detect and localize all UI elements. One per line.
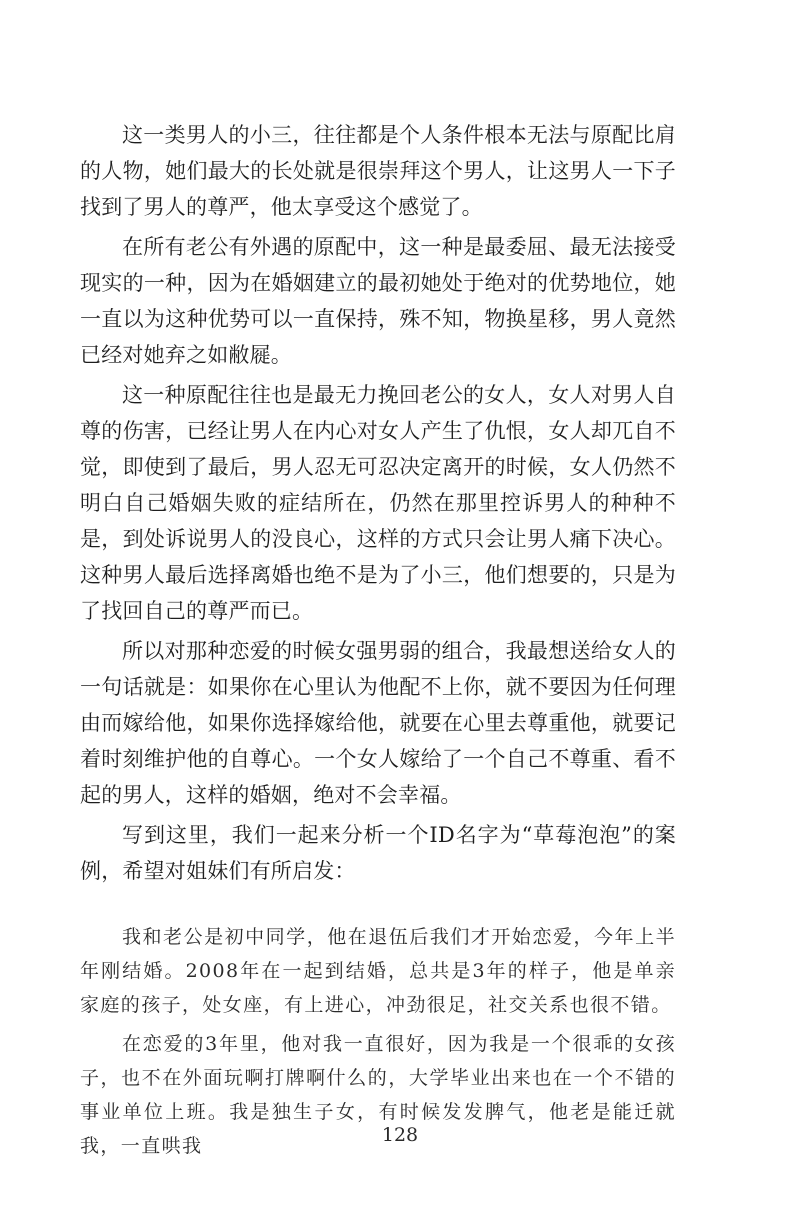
main-text (80, 117, 676, 889)
paragraph: 这一种原配往往也是最无力挽回老公的女人，女人对男人自尊的伤害，已经让男人在内心对女人产生了仇恨，女人却兀自不觉，即使到了最后，男人忍无可忍决定离开的时候，女人仍然不明白自己婚姻失败的症结所在，仍然在那里控诉男人的种种不是，到处诉说男人的没良心，这样的方式只会让男人痛下决心。这种男人最后选择离婚也绝不是为了小三，他们想要的，只是为了找回自己的尊严而已。 (80, 383, 676, 623)
paragraph: 这一类男人的小三，往往都是个人条件根本无法与原配比肩的人物，她们最大的长处就是很崇拜这个男人，让这男人一下子找到了男人的尊严，他太享受这个感觉了。 (80, 123, 676, 219)
body-text (80, 117, 676, 1168)
page-number: 128 (381, 1124, 419, 1146)
paragraph: 写到这里，我们一起来分析一个ID名字为“草莓泡泡”的案例，希望对姐妹们有所启发： (80, 823, 676, 883)
case-paragraph: 在恋爱的3年里，他对我一直很好，因为我是一个很乖的女孩子，也不在外面玩啊打牌啊什么的，大学毕业出来也在一个不错的事业单位上班。我是独生子女，有时候发发脾气，他老是能迁就我，一直哄我 (80, 1033, 676, 1157)
paragraph: 在所有老公有外遇的原配中，这一种是最委屈、最无法接受现实的一种，因为在婚姻建立的最初她处于绝对的优势地位，她一直以为这种优势可以一直保持，殊不知，物换星移，男人竟然已经对她弃之如敝屣。 (80, 235, 676, 367)
case-paragraph: 我和老公是初中同学，他在退伍后我们才开始恋爱，今年上半年刚结婚。2008年在一起到结婚，总共是3年的样子，他是单亲家庭的孩子，处女座，有上进心，冲劲很足，社交关系也很不错。 (80, 926, 676, 1016)
paragraph: 所以对那种恋爱的时候女强男弱的组合，我最想送给女人的一句话就是：如果你在心里认为他配不上你，就不要因为任何理由而嫁给他，如果你选择嫁给他，就要在心里去尊重他，就要记着时刻维护他的自尊心。一个女人嫁给了一个自己不尊重、看不起的男人，这样的婚姻，绝对不会幸福。 (80, 639, 676, 807)
